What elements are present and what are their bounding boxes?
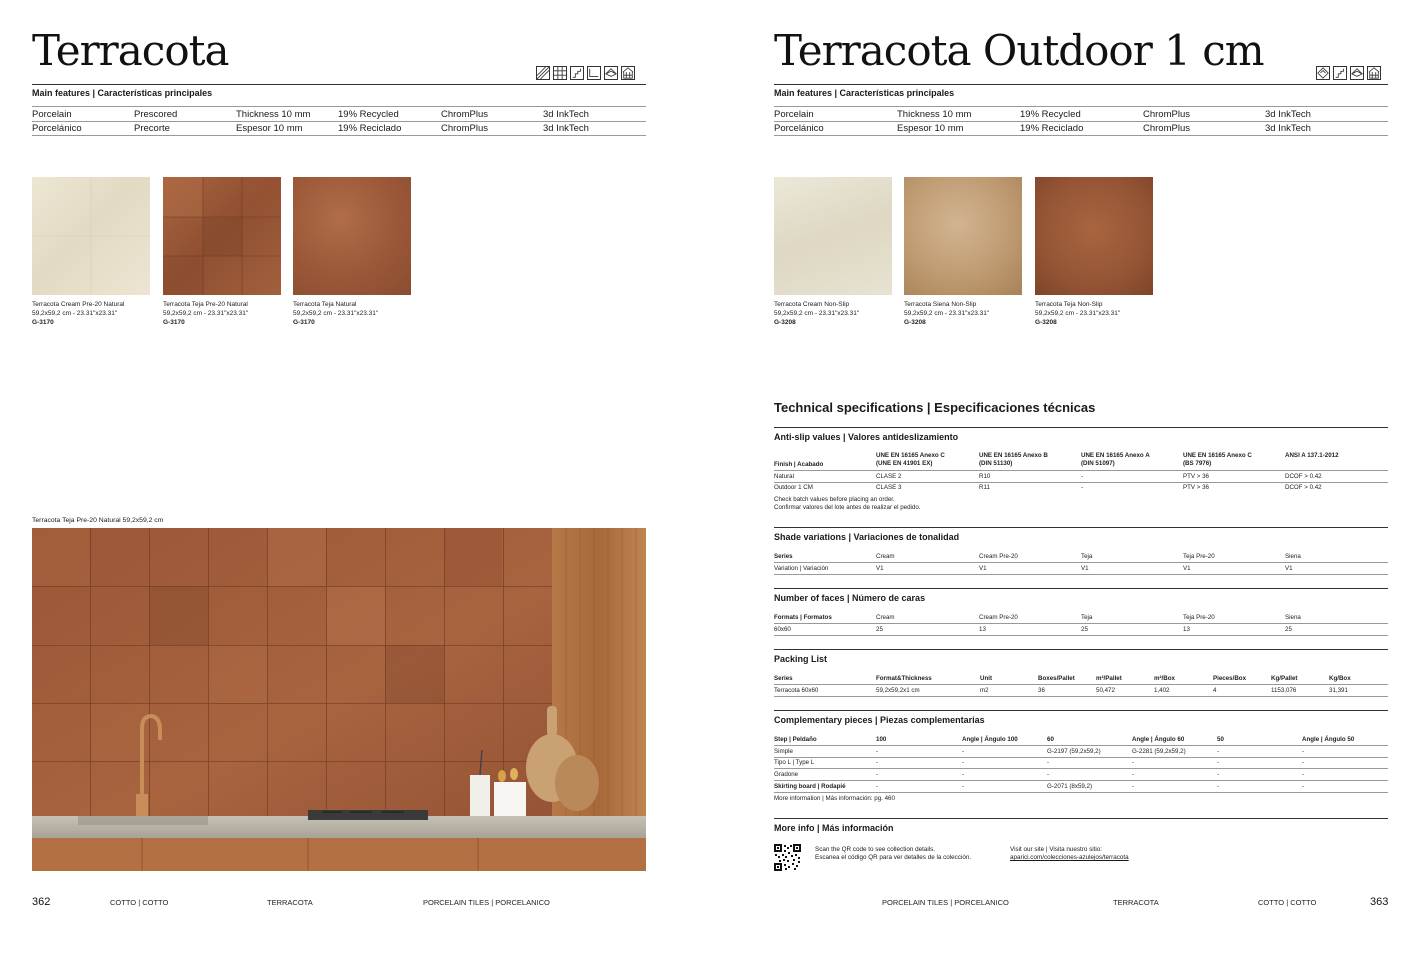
swatch-size: 59,2x59,2 cm - 23.31"x23.31" <box>774 310 860 317</box>
table-header: Format&Thickness <box>876 675 932 682</box>
table-header: m²/Box <box>1154 675 1175 682</box>
shade-title: Shade variations | Variaciones de tonalidad <box>774 532 960 542</box>
swatch-name: Terracota Teja Pre-20 Natural <box>163 301 248 308</box>
stairs-icon <box>1333 66 1347 80</box>
complementary-title: Complementary pieces | Piezas complementarias <box>774 715 985 725</box>
tile-swatch-siena-nonslip <box>904 177 1022 295</box>
main-features-label-right: Main features | Características principales <box>774 88 955 98</box>
facade-icon <box>621 66 635 80</box>
rectified-icon <box>536 66 550 80</box>
table-cell: - <box>1081 473 1084 480</box>
table-cell: R10 <box>979 473 991 480</box>
swatch-size: 59,2x59,2 cm - 23.31"x23.31" <box>163 310 249 317</box>
feature-es: Espesor 10 mm <box>236 123 303 134</box>
table-cell: 31,391 <box>1329 687 1348 694</box>
table-header: Teja Pre-20 <box>1183 614 1215 621</box>
table-cell: Outdoor 1 CM <box>774 484 813 491</box>
table-header: UNE EN 16165 Anexo A (DIN 51097) <box>1081 452 1150 467</box>
swatch-code: G-3208 <box>1035 319 1057 326</box>
table-header: Cream <box>876 553 895 560</box>
nonslip-icon <box>1316 66 1330 80</box>
facade-icon <box>1367 66 1381 80</box>
table-cell: G-2197 (59,2x59,2) <box>1047 748 1101 755</box>
swatch-name: Terracota Teja Non-Slip <box>1035 301 1103 308</box>
table-cell: - <box>876 748 879 755</box>
table-cell: PTV > 36 <box>1183 473 1209 480</box>
table-header: m²/Pallet <box>1096 675 1122 682</box>
table-cell: 13 <box>979 626 986 633</box>
footer-collection: TERRACOTA <box>1113 898 1159 907</box>
table-cell: DCOF > 0.42 <box>1285 473 1322 480</box>
page-title-right: Terracota Outdoor 1 cm <box>774 26 1264 75</box>
table-cell: - <box>1302 771 1305 778</box>
table-note: More information | Más información: pg. 460 <box>774 795 895 802</box>
table-cell: - <box>1047 771 1050 778</box>
swatch-code: G-3208 <box>904 319 926 326</box>
complementary-table <box>774 736 1388 806</box>
swatch-code: G-3170 <box>163 319 185 326</box>
feature-en: 3d InkTech <box>1265 109 1311 120</box>
table-header: Formats | Formatos <box>774 614 832 621</box>
table-cell: - <box>876 771 879 778</box>
footer-category: PORCELAIN TILES | PORCELANICO <box>882 898 1009 907</box>
table-cell: - <box>1302 759 1305 766</box>
site-link[interactable]: aparici.com/colecciones-azulejos/terracota <box>1010 854 1129 861</box>
table-cell: PTV > 36 <box>1183 484 1209 491</box>
antislip-table <box>774 452 1388 512</box>
table-cell: - <box>962 783 965 790</box>
feature-es: Precorte <box>134 123 170 134</box>
table-header: Unit <box>980 675 993 682</box>
feature-icons-left <box>536 66 635 80</box>
site-label: Visit our site | Visita nuestro sitio: <box>1010 846 1103 853</box>
tile-swatch-cream-pre20 <box>32 177 150 295</box>
tile-swatch-teja-nonslip <box>1035 177 1153 295</box>
layers-icon <box>604 66 618 80</box>
feature-en: Thickness 10 mm <box>897 109 972 120</box>
table-cell: CLASE 3 <box>876 484 902 491</box>
table-cell: 60x60 <box>774 626 791 633</box>
swatch-code: G-3208 <box>774 319 796 326</box>
shade-table <box>774 553 1388 577</box>
table-cell: - <box>1081 484 1084 491</box>
feature-es: ChromPlus <box>1143 123 1190 134</box>
table-header: Angle | Ángulo 100 <box>962 736 1018 743</box>
qr-instruction-en: Scan the QR code to see collection details. <box>815 846 936 853</box>
table-cell: Gradone <box>774 771 799 778</box>
swatch-caption <box>293 300 421 327</box>
table-cell: - <box>1132 759 1135 766</box>
table-cell: - <box>962 771 965 778</box>
stairs-icon <box>570 66 584 80</box>
table-header: Kg/Pallet <box>1271 675 1298 682</box>
table-cell: - <box>1132 783 1135 790</box>
qr-instruction-es: Escanea el código QR para ver detalles de la colección. <box>815 854 972 861</box>
table-cell: - <box>1217 748 1220 755</box>
table-header: Siena <box>1285 614 1301 621</box>
packing-title: Packing List <box>774 654 828 664</box>
table-header: Kg/Box <box>1329 675 1351 682</box>
table-cell: V1 <box>1285 565 1293 572</box>
table-cell: - <box>1217 771 1220 778</box>
swatch-size: 59,2x59,2 cm - 23.31"x23.31" <box>293 310 379 317</box>
table-cell: - <box>1047 759 1050 766</box>
swatch-name: Terracota Cream Non-Slip <box>774 301 850 308</box>
swatch-name: Terracota Teja Natural <box>293 301 357 308</box>
swatch-caption <box>1035 300 1163 327</box>
table-header: Teja Pre-20 <box>1183 553 1215 560</box>
table-header: Series <box>774 675 793 682</box>
feature-icons-right <box>1316 66 1381 80</box>
table-cell: V1 <box>979 565 987 572</box>
table-header: ANSI A 137.1-2012 <box>1285 452 1339 459</box>
feature-es: Porcelánico <box>32 123 82 134</box>
page-number-right: 363 <box>1370 896 1389 908</box>
table-cell: 59,2x59,2x1 cm <box>876 687 920 694</box>
page-number-left: 362 <box>32 896 51 908</box>
feature-es: Porcelánico <box>774 123 824 134</box>
table-header: Boxes/Pallet <box>1038 675 1075 682</box>
feature-es: 19% Reciclado <box>1020 123 1084 134</box>
feature-en: ChromPlus <box>441 109 488 120</box>
feature-en: 19% Recycled <box>1020 109 1081 120</box>
table-header: Cream <box>876 614 895 621</box>
qr-code-icon[interactable] <box>774 844 801 871</box>
table-cell: R11 <box>979 484 990 491</box>
table-header: Series <box>774 553 793 560</box>
swatch-caption <box>32 300 160 327</box>
feature-es: ChromPlus <box>441 123 488 134</box>
table-header: Teja <box>1081 614 1093 621</box>
table-cell: - <box>962 759 965 766</box>
tile-swatch-cream-nonslip <box>774 177 892 295</box>
table-cell: 1153,076 <box>1271 687 1297 694</box>
table-header: 100 <box>876 736 887 743</box>
table-cell: - <box>876 759 879 766</box>
table-cell: - <box>1302 783 1305 790</box>
table-cell: 25 <box>876 626 883 633</box>
feature-es: 19% Reciclado <box>338 123 402 134</box>
tile-swatch-teja-natural <box>293 177 411 295</box>
table-header: UNE EN 16165 Anexo C (BS 7976) <box>1183 452 1252 467</box>
feature-en: Porcelain <box>774 109 814 120</box>
table-header: Teja <box>1081 553 1093 560</box>
faces-table <box>774 614 1388 638</box>
antislip-title: Anti-slip values | Valores antideslizamiento <box>774 432 959 442</box>
swatch-name: Terracota Cream Pre-20 Natural <box>32 301 125 308</box>
tech-spec-title: Technical specifications | Especificaciones técnicas <box>774 400 1096 415</box>
main-features-label-left: Main features | Características principales <box>32 88 213 98</box>
swatch-caption <box>163 300 291 327</box>
table-cell: 25 <box>1081 626 1088 633</box>
table-header: UNE EN 16165 Anexo B (DIN 51130) <box>979 452 1048 467</box>
table-cell: V1 <box>1081 565 1089 572</box>
swatch-size: 59,2x59,2 cm - 23.31"x23.31" <box>1035 310 1121 317</box>
footer-section: COTTO | COTTO <box>110 898 169 907</box>
table-header: 60 <box>1047 736 1054 743</box>
photo-caption: Terracota Teja Pre-20 Natural 59,2x59,2 cm <box>32 517 164 524</box>
table-cell: - <box>962 748 965 755</box>
table-cell: 13 <box>1183 626 1190 633</box>
feature-en: ChromPlus <box>1143 109 1190 120</box>
table-header: UNE EN 16165 Anexo C (UNE EN 41901 EX) <box>876 452 945 467</box>
table-cell: Tipo L | Type L <box>774 759 815 766</box>
table-cell: 36 <box>1038 687 1045 694</box>
table-cell: - <box>1302 748 1305 755</box>
feature-es: 3d InkTech <box>1265 123 1311 134</box>
footer-section: COTTO | COTTO <box>1258 898 1317 907</box>
table-cell: CLASE 2 <box>876 473 902 480</box>
layers-icon <box>1350 66 1364 80</box>
feature-en: 19% Recycled <box>338 109 399 120</box>
table-cell: 25 <box>1285 626 1292 633</box>
feature-es: 3d InkTech <box>543 123 589 134</box>
kitchen-photo <box>32 528 646 871</box>
table-cell: Simple <box>774 748 793 755</box>
table-note: Confirmar valores del lote antes de realizar el pedido. <box>774 504 921 511</box>
table-cell: 4 <box>1213 687 1217 694</box>
table-cell: Natural <box>774 473 794 480</box>
table-header: Siena <box>1285 553 1301 560</box>
table-cell: V1 <box>876 565 884 572</box>
table-note: Check batch values before placing an order. <box>774 496 895 503</box>
swatch-size: 59,2x59,2 cm - 23.31"x23.31" <box>32 310 118 317</box>
table-cell: Terracota 60x60 <box>774 687 819 694</box>
table-cell: - <box>1132 771 1135 778</box>
feature-en: 3d InkTech <box>543 109 589 120</box>
swatch-caption <box>774 300 902 327</box>
table-header: Angle | Ángulo 60 <box>1132 736 1185 743</box>
footer-category: PORCELAIN TILES | PORCELANICO <box>423 898 550 907</box>
swatch-caption <box>904 300 1032 327</box>
moreinfo-title: More info | Más información <box>774 823 894 833</box>
page-title-left: Terracota <box>32 26 229 75</box>
faces-title: Number of faces | Número de caras <box>774 593 926 603</box>
feature-es: Espesor 10 mm <box>897 123 964 134</box>
table-cell: m2 <box>980 687 989 694</box>
table-header: Angle | Ángulo 50 <box>1302 736 1355 743</box>
table-header: Step | Peldaño <box>774 736 817 743</box>
table-header: Pieces/Box <box>1213 675 1247 682</box>
table-header: Cream Pre-20 <box>979 614 1018 621</box>
table-header: 50 <box>1217 736 1224 743</box>
table-cell: Skirting board | Rodapié <box>774 783 846 790</box>
footer-collection: TERRACOTA <box>267 898 313 907</box>
swatch-size: 59,2x59,2 cm - 23.31"x23.31" <box>904 310 990 317</box>
feature-en: Prescored <box>134 109 178 120</box>
table-cell: V1 <box>1183 565 1191 572</box>
swatch-name: Terracota Siena Non-Slip <box>904 301 977 308</box>
table-cell: G-2071 (8x59,2) <box>1047 783 1093 790</box>
swatch-code: G-3170 <box>32 319 54 326</box>
table-cell: - <box>1217 783 1220 790</box>
floor-icon <box>587 66 601 80</box>
table-cell: 50,472 <box>1096 687 1115 694</box>
tile-swatch-teja-pre20 <box>163 177 281 295</box>
table-cell: 1,402 <box>1154 687 1170 694</box>
table-cell: DCOF > 0.42 <box>1285 484 1322 491</box>
swatch-code: G-3170 <box>293 319 315 326</box>
table-cell: Variation | Variación <box>774 565 829 572</box>
table-header: Finish | Acabado <box>774 461 824 468</box>
table-cell: - <box>1217 759 1220 766</box>
table-header: Cream Pre-20 <box>979 553 1018 560</box>
packing-table <box>774 675 1388 699</box>
table-cell: - <box>876 783 879 790</box>
feature-en: Porcelain <box>32 109 72 120</box>
feature-en: Thickness 10 mm <box>236 109 311 120</box>
grid-icon <box>553 66 567 80</box>
table-cell: G-2281 (59,2x59,2) <box>1132 748 1186 755</box>
